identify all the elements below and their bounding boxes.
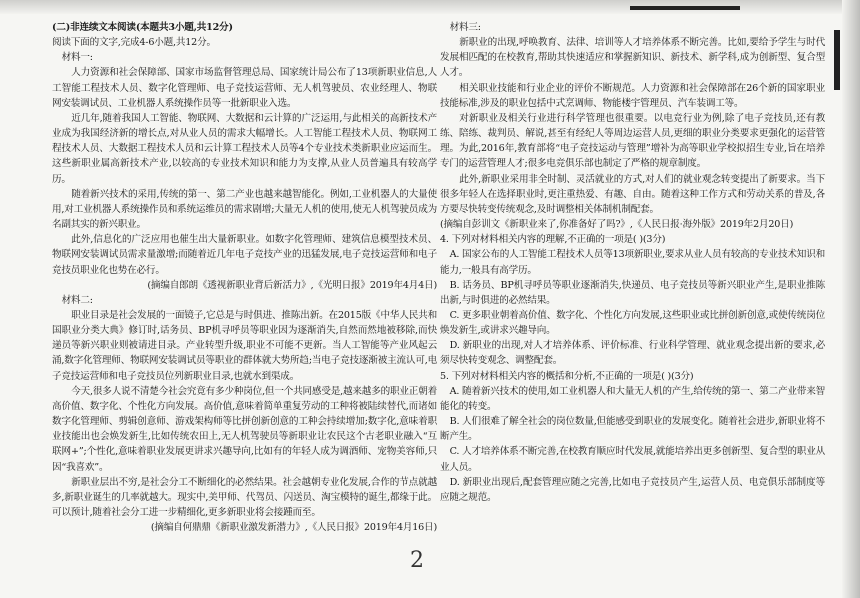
material-3-paragraph: 对新职业及相关行业进行科学管理也很重要。以电竞行业为例,除了电子竞技员,还有教练、陪练、裁判员、解说,甚至有经纪人等周边运营人员,更细的职业分类要求更强化的运营管理。为此,2016年,教育部将“电子竞技运动与管理”增补为高等职业学校拟招生专业,旨在培养专门的运营管理人才;很多电竞俱乐部也制定了严格的规章制度。: [440, 112, 825, 170]
question-5-option-a: A. 随着新兴技术的使用,如工业机器人和大量无人机的产生,给传统的第一、第二产业带来智能化的转变。: [440, 385, 825, 412]
scan-mark: [834, 30, 840, 90]
material-1-label: 材料一:: [61, 52, 93, 64]
question-5: 5. 下列对材料相关内容的概括和分析,不正确的一项是( )(3分): [440, 370, 694, 382]
material-2-label: 材料二:: [61, 294, 93, 306]
question-5-option-c: C. 人才培养体系不断完善,在校教育顺应时代发展,就能培养出更多创新型、复合型的职业从业人员。: [440, 446, 825, 473]
scan-mark: [630, 6, 740, 10]
material-2-paragraph: 新职业层出不穷,是社会分工不断细化的必然结果。社会越朝专业化发展,合作的节点就越多,新职业诞生的几率就越大。现实中,美甲师、代驾员、闪送员、淘宝模特的诞生,都缘于此。可以预计,随着社会分工进一步精细化,更多新职业将会接踵而至。: [52, 476, 437, 518]
question-4-option-d: D. 新职业的出现,对人才培养体系、评价标准、行业科学管理、就业观念提出新的要求,必须尽快转变观念、调整配套。: [440, 340, 825, 367]
page-right-shadow: [842, 0, 860, 598]
material-1-paragraph: 此外,信息化的广泛应用也催生出大量新职业。如数字化管理师、建筑信息模型技术员、物联网安装调试员需求量激增;而随着近几年电子竞技产业的迅猛发展,电子竞技运营师和电子竞技员职业化也势在必行。: [52, 234, 437, 276]
question-4-option-a: A. 国家公布的人工智能工程技术人员等13项新职业,要求从业人员有较高的专业技术知识和能力,一般具有高学历。: [440, 249, 825, 276]
section-title: (二)非连续文本阅读(本题共3小题,共12分): [52, 22, 233, 33]
material-1-paragraph: 随着新兴技术的采用,传统的第一、第二产业也越来越智能化。例如,工业机器人的大量使用,对工业机器人系统操作员和系统运维员的需求剧增;大量无人机的使用,使无人机驾驶员成为名副其实的新兴职业。: [52, 188, 437, 231]
material-3-paragraph: 此外,新职业采用非全时制、灵活就业的方式,对人们的就业观念转变提出了新要求。当下很多年轻人在选择职业时,更注重热爱、有趣、自由。随着这种工作方式和劳动关系的普及,各方要尽快转变传统观念,及时调整相关体制机制配套。: [440, 173, 825, 215]
question-4-option-c: C. 更多职业朝着高价值、数字化、个性化方向发展,这些职业或比拼创新创意,或使传统岗位焕发新生,或讲求兴趣导向。: [440, 309, 825, 337]
material-1-paragraph: 人力资源和社会保障部、国家市场监督管理总局、国家统计局公布了13项新职业信息,人工智能工程技术人员、数字化管理师、电子竞技运营师、无人机驾驶员、农业经理人、物联网安装调试员、工业机器人系统操作员等一批新职业入选。: [52, 67, 437, 109]
material-2-source: (摘编自何鼎鼎《新职业激发新潜力》,《人民日报》2019年4月16日): [150, 522, 437, 534]
material-1-paragraph: 近几年,随着我国人工智能、物联网、大数据和云计算的广泛运用,与此相关的高新技术产业成为我国经济新的增长点,对从业人员的需求大幅增长。人工智能工程技术人员、物联网工程技术人员、大数据工程技术人员和云计算工程技术人员等4个专业技术类新职业应运而生。这些新职业属高新技术产业,以较高的专业技术知识和能力为支撑,从业人员普遍具有较高学历。: [52, 112, 437, 185]
question-5-option-b: B. 人们很难了解全社会的岗位数量,但能感受到职业的发展变化。随着社会进步,新职业将不断产生。: [440, 416, 825, 443]
material-2-paragraph: 今天,很多人说不清楚今社会究竟有多少种岗位,但一个共同感受是,越来越多的职业正朝着高价值、数字化、个性化方向发展。高价值,意味着简单重复劳动的工种将被陆续替代,而诸如数字化管理师、剪辑创意师、游戏架构师等比拼创新创意的工种会持续增加;数字化,意味着职业技能出也会焕发新生,比如传统农田上,无人机驾驶员等新职业让农民这个古老职业融入“互联网+”;个性化,意味着职业发展更讲求兴趣导向,比如有的年轻人成为调酒师、宠物美容师,只因“我喜欢”。: [52, 385, 437, 473]
instruction: 阅读下面的文字,完成4-6小题,共12分。: [52, 37, 216, 49]
material-1-source: (摘编自郎朗《透视新职业背后新活力》,《光明日报》2019年4月4日): [147, 279, 437, 291]
question-4-option-b: B. 话务员、BP机寻呼员等职业逐渐消失,快递员、电子竞技员等新兴职业产生,是职业推陈出新,与时俱进的必然结果。: [440, 279, 825, 306]
material-3-source: (摘编自彭训文《新职业来了,你准备好了吗?》,《人民日报·海外版》2019年2月20日): [440, 219, 794, 231]
question-5-option-d: D. 新职业出现后,配套管理应随之完善,比如电子竞技员产生,运营人员、电竞俱乐部制度等应随之规范。: [440, 476, 825, 503]
page-number: 2: [410, 548, 424, 573]
question-4: 4. 下列对材料相关内容的理解,不正确的一项是( )(3分): [440, 234, 666, 246]
left-column: [52, 20, 437, 535]
material-3-paragraph: 新职业的出现,呼唤教育、法律、培训等人才培养体系不断完善。比如,要给予学生与时代发展相匹配的在校教育,帮助其快速适应和掌握新知识、新技术、新学科,成为创新型、复合型人才。: [440, 37, 825, 79]
material-2-paragraph: 职业目录是社会发展的一面镜子,它总是与时俱进、推陈出新。在2015版《中华人民共和国职业分类大典》修订时,话务员、BP机寻呼员等职业因为逐渐消失,自然而然地被移除,而快递员等新兴职业则被请进目录。产业转型升级,职业不可能不更新。当人工智能等产业风起云涌,数字化管理师、物联网安装调试员等职业的群体就大势所趋;当电子竞技逐渐被主流认可,电子竞技运营师和电子竞技员位列新职业目录,也就水到渠成。: [52, 309, 437, 382]
material-3-paragraph: 相关职业技能和行业企业的评价不断规范。人力资源和社会保障部在26个新的国家职业技能标准,涉及的职业包括中式烹调师、物能楼宇管理员、汽车装调工等。: [440, 82, 825, 109]
right-column: [440, 20, 825, 505]
material-3-label: 材料三:: [449, 22, 481, 33]
